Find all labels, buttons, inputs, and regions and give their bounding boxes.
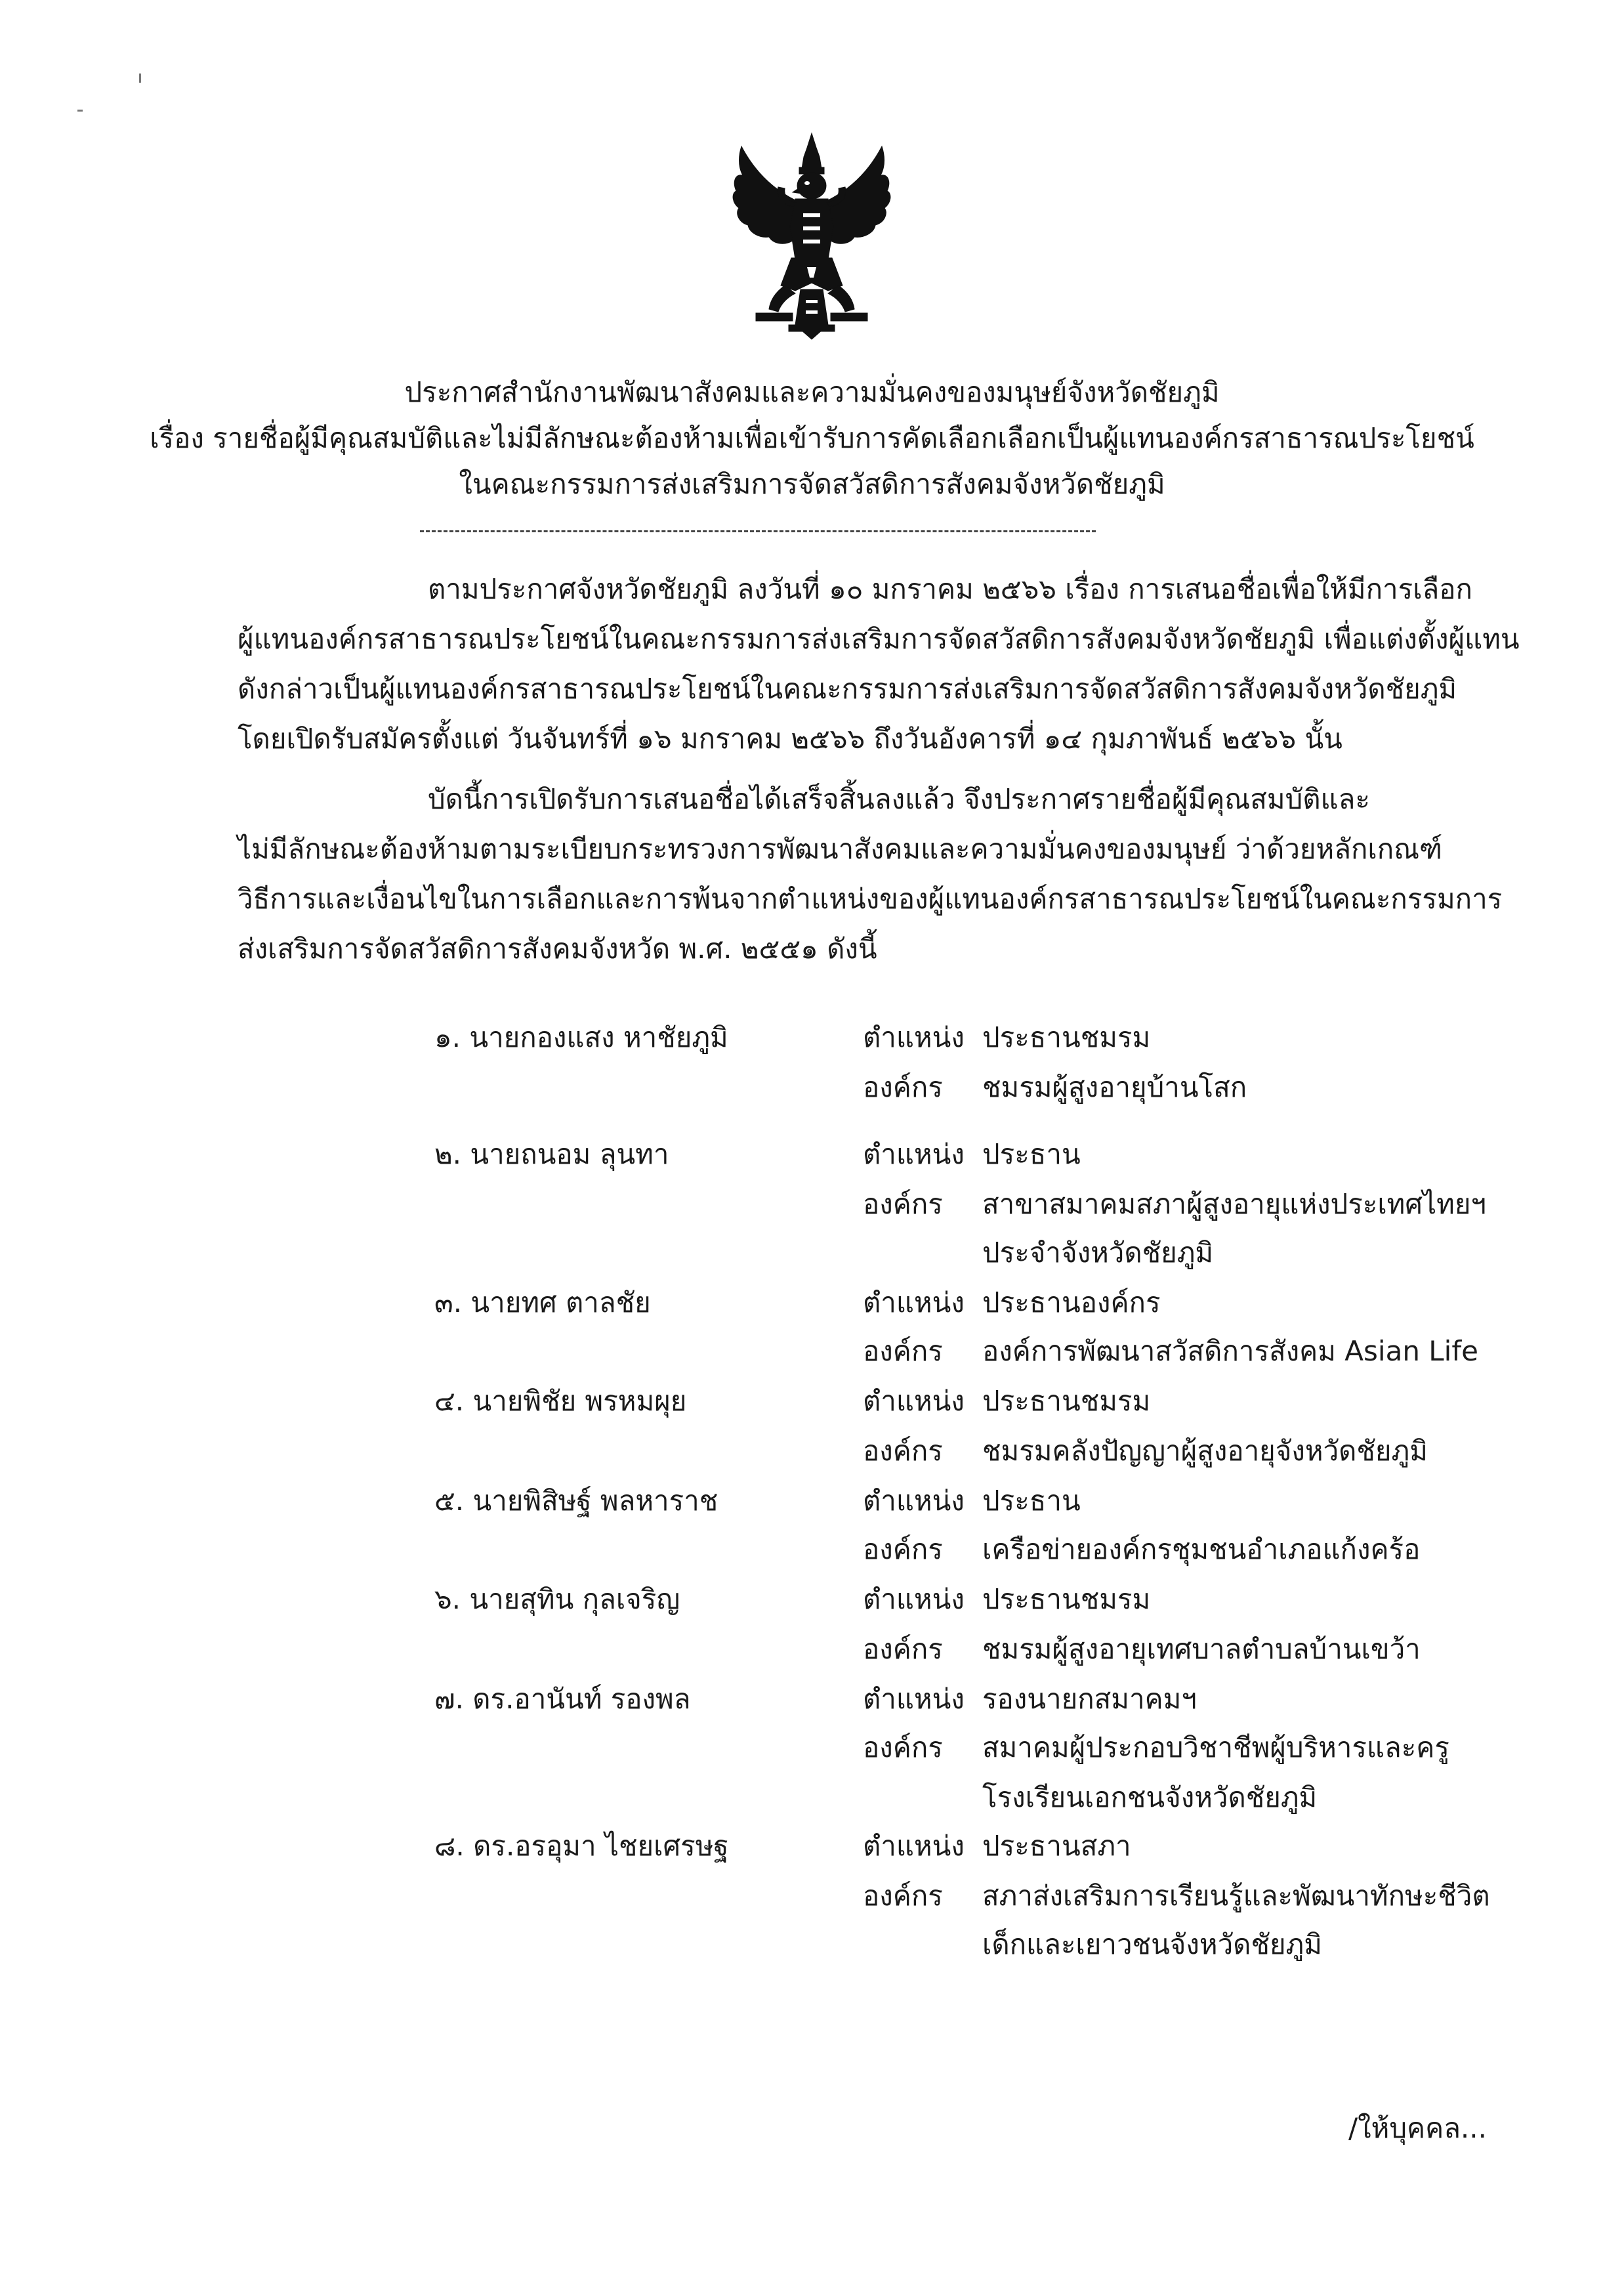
nominee-position: ประธานชมรม — [982, 1583, 1151, 1615]
position-label: ตำแหน่ง — [863, 1385, 965, 1417]
nominee-organization-continued: ประจำจังหวัดชัยภูมิ — [982, 1236, 1214, 1269]
nominee-organization-continued: โรงเรียนเอกชนจังหวัดชัยภูมิ — [982, 1781, 1318, 1813]
nominee-name: ๑. นายกองแสง หาชัยภูมิ — [434, 1021, 728, 1053]
page-continuation: /ให้บุคคล... — [1348, 2112, 1487, 2144]
nominee-name: ๗. ดร.อานันท์ รองพล — [434, 1683, 691, 1715]
nominee-organization: สาขาสมาคมสภาผู้สูงอายุแห่งประเทศไทยฯ — [982, 1188, 1487, 1220]
organization-label: องค์กร — [863, 1731, 943, 1763]
position-label: ตำแหน่ง — [863, 1286, 965, 1319]
paragraph-line: บัดนี้การเปิดรับการเสนอชื่อได้เสร็จสิ้นลงแล้ว จึงประกาศรายชื่อผู้มีคุณสมบัติและ — [428, 783, 1370, 815]
position-label: ตำแหน่ง — [863, 1683, 965, 1715]
scan-speck — [139, 74, 141, 83]
nominee-organization: สภาส่งเสริมการเรียนรู้และพัฒนาทักษะชีวิต — [982, 1880, 1490, 1912]
nominee-position: ประธานชมรม — [982, 1385, 1151, 1417]
position-label: ตำแหน่ง — [863, 1485, 965, 1517]
nominee-organization: ชมรมคลังปัญญาผู้สูงอายุจังหวัดชัยภูมิ — [982, 1435, 1428, 1467]
scan-speck — [77, 110, 83, 112]
nominee-position: ประธานชมรม — [982, 1021, 1151, 1053]
nominee-organization: ชมรมผู้สูงอายุบ้านโสก — [982, 1071, 1247, 1103]
nominee-name: ๒. นายถนอม ลุนทา — [434, 1138, 669, 1170]
organization-label: องค์กร — [863, 1071, 943, 1103]
nominee-organization: องค์การพัฒนาสวัสดิการสังคม Asian Life — [982, 1335, 1478, 1367]
nominee-name: ๔. นายพิชัย พรหมผุย — [434, 1385, 687, 1417]
paragraph-line: ส่งเสริมการจัดสวัสดิการสังคมจังหวัด พ.ศ. ๒๕๕๑ ดังนี้ — [238, 933, 877, 965]
paragraph-announcement — [238, 774, 1503, 974]
nominee-name: ๓. นายทศ ตาลชัย — [434, 1286, 651, 1319]
position-label: ตำแหน่ง — [863, 1021, 965, 1053]
paragraph-reference — [238, 564, 1520, 764]
organization-label: องค์กร — [863, 1880, 943, 1912]
nominee-organization: เครือข่ายองค์กรชุมชนอำเภอแก้งคร้อ — [982, 1533, 1421, 1565]
position-label: ตำแหน่ง — [863, 1583, 965, 1615]
nominee-position: ประธาน — [982, 1485, 1081, 1517]
nominee-position: ประธาน — [982, 1138, 1081, 1170]
paragraph-line: โดยเปิดรับสมัครตั้งแต่ วันจันทร์ที่ ๑๖ มกราคม ๒๕๖๖ ถึงวันอังคารที่ ๑๔ กุมภาพันธ์ ๒๕๖๖ นั้น — [238, 723, 1343, 755]
title-separator — [420, 530, 1096, 532]
organization-label: องค์กร — [863, 1335, 943, 1367]
paragraph-line: ไม่มีลักษณะต้องห้ามตามระเบียบกระทรวงการพัฒนาสังคมและความมั่นคงของมนุษย์ ว่าด้วยหลักเกณฑ์ — [238, 833, 1442, 865]
organization-label: องค์กร — [863, 1188, 943, 1220]
organization-label: องค์กร — [863, 1435, 943, 1467]
nominee-position: ประธานสภา — [982, 1830, 1131, 1862]
organization-label: องค์กร — [863, 1633, 943, 1665]
announcement-title: ประกาศสำนักงานพัฒนาสังคมและความมั่นคงของมนุษย์จังหวัดชัยภูมิ — [404, 376, 1220, 408]
nominee-organization: ชมรมผู้สูงอายุเทศบาลตำบลบ้านเขว้า — [982, 1633, 1421, 1665]
announcement-subject-continued: ในคณะกรรมการส่งเสริมการจัดสวัสดิการสังคมจังหวัดชัยภูมิ — [459, 468, 1165, 500]
nominee-name: ๘. ดร.อรอุมา ไชยเศรษฐ — [434, 1830, 729, 1862]
garuda-emblem-icon — [730, 128, 894, 345]
nominee-position: รองนายกสมาคมฯ — [982, 1683, 1197, 1715]
paragraph-line: ดังกล่าวเป็นผู้แทนองค์กรสาธารณประโยชน์ในคณะกรรมการส่งเสริมการจัดสวัสดิการสังคมจังหวัดชัยภูมิ — [238, 673, 1457, 705]
organization-label: องค์กร — [863, 1533, 943, 1565]
nominee-name: ๕. นายพิสิษฐ์ พลหาราช — [434, 1485, 718, 1517]
position-label: ตำแหน่ง — [863, 1830, 965, 1862]
position-label: ตำแหน่ง — [863, 1138, 965, 1170]
nominee-name: ๖. นายสุทิน กุลเจริญ — [434, 1583, 680, 1615]
nominee-organization-continued: เด็กและเยาวชนจังหวัดชัยภูมิ — [982, 1928, 1322, 1960]
paragraph-line: ตามประกาศจังหวัดชัยภูมิ ลงวันที่ ๑๐ มกราคม ๒๕๖๖ เรื่อง การเสนอชื่อเพื่อให้มีการเลือก — [428, 573, 1472, 605]
nominee-position: ประธานองค์กร — [982, 1286, 1161, 1319]
announcement-subject: เรื่อง รายชื่อผู้มีคุณสมบัติและไม่มีลักษณะต้องห้ามเพื่อเข้ารับการคัดเลือกเลือกเป็นผู้แทนองค์กรสาธารณประโยชน์ — [150, 422, 1474, 454]
paragraph-line: วิธีการและเงื่อนไขในการเลือกและการพ้นจากตำแหน่งของผู้แทนองค์กรสาธารณประโยชน์ในคณะกรรมการ — [238, 883, 1503, 915]
nominee-organization: สมาคมผู้ประกอบวิชาชีพผู้บริหารและครู — [982, 1731, 1449, 1763]
paragraph-line: ผู้แทนองค์กรสาธารณประโยชน์ในคณะกรรมการส่งเสริมการจัดสวัสดิการสังคมจังหวัดชัยภูมิ เพื่อแต่งตั้งผู้แทน — [238, 623, 1520, 655]
